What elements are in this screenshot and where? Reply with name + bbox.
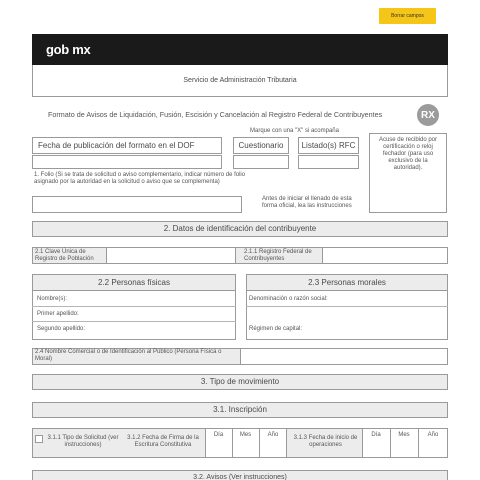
section2-title-text: 2. Datos de identificación del contribuyente — [163, 224, 317, 233]
dof-label-box — [32, 137, 222, 154]
firma-anio-label: Año — [267, 432, 279, 438]
curp-label: 2.1 Clave Única de Registro de Población — [35, 249, 94, 262]
divider — [246, 306, 448, 307]
cuestionario-label: Cuestionario — [238, 140, 284, 150]
avisos-title-text: 3.2. Avisos (Ver instrucciones) — [193, 474, 287, 480]
comercial-input[interactable] — [240, 348, 448, 365]
clear-fields-button[interactable]: Borrar campos — [379, 8, 436, 24]
agency-banner — [32, 65, 448, 97]
inicio-anio-label: Año — [427, 432, 439, 438]
fisicas-title — [32, 274, 236, 291]
tipo-solicitud-label: 3.1.1 Tipo de Solicitud (ver instrucciones) — [47, 435, 119, 448]
folio-input[interactable] — [32, 196, 242, 213]
morales-title-text: 2.3 Personas morales — [308, 277, 386, 287]
listados-label: Listado(s) RFC — [301, 140, 356, 150]
folio-label: 1. Folio (Si se trata de solicitud o aviso complementario, indicar número de folio asignado por la autoridad en la solicitud o aviso que se complementa) — [34, 172, 246, 185]
primer-apellido-label: Primer apellido: — [37, 311, 79, 317]
listados-box — [298, 137, 359, 154]
divider — [32, 321, 236, 322]
listados-check[interactable] — [298, 155, 359, 169]
mark-note: Marque con una "X" si acompaña — [250, 128, 339, 134]
morales-title — [246, 274, 448, 291]
rfc-label: 2.1.1 Registro Federal de Contribuyentes — [244, 249, 312, 262]
cuestionario-box — [233, 137, 289, 154]
tipo-solicitud-checkbox[interactable] — [35, 435, 43, 443]
inicio-mes-label: Mes — [398, 432, 410, 438]
form-title: Formato de Avisos de Liquidación, Fusión, Escisión y Cancelación al Registro Federal de Contribuyentes — [48, 110, 383, 119]
instructions-note: Antes de iniciar el llenado de esta forma oficial, lea las instrucciones — [262, 196, 352, 209]
header-bar — [32, 34, 448, 65]
section2-title — [32, 221, 448, 237]
agency-name: Servicio de Administración Tributaria — [183, 76, 297, 84]
firma-mes-label: Mes — [239, 432, 252, 438]
inscripcion-title-text: 3.1. Inscripción — [213, 405, 267, 414]
dof-date-input[interactable] — [32, 155, 222, 169]
rx-badge: RX — [417, 104, 439, 126]
dof-label: Fecha de publicación del formato en el DOF — [38, 141, 195, 150]
section3-title — [32, 374, 448, 390]
firma-label: 3.1.2 Fecha de Firma de la Escritura Constitutiva — [127, 435, 199, 448]
denominacion-label: Denominación o razón social: — [249, 296, 328, 302]
inscripcion-title — [32, 402, 448, 418]
avisos-title — [32, 470, 448, 480]
curp-input[interactable] — [106, 247, 236, 264]
firma-dia-label: Día — [213, 432, 224, 438]
cuestionario-check[interactable] — [233, 155, 289, 169]
regimen-label: Régimen de capital: — [249, 326, 303, 332]
divider — [32, 306, 236, 307]
inicio-dia-label: Día — [371, 432, 381, 438]
segundo-apellido-label: Segundo apellido: — [37, 326, 86, 332]
acuse-label: Acuse de recibido por certificación o reloj fechador (para uso exclusivo de la autoridad). — [378, 137, 438, 171]
comercial-label: 2.4 Nombre Comercial o de Identificación al Público (Persona Física o Moral) — [35, 349, 222, 362]
section3-title-text: 3. Tipo de movimiento — [200, 377, 280, 386]
rfc-input[interactable] — [322, 247, 448, 264]
inicio-label: 3.1.3 Fecha de inicio de operaciones — [293, 435, 358, 448]
gobmx-logo: gob mx — [46, 42, 91, 57]
fisicas-title-text: 2.2 Personas físicas — [97, 277, 171, 287]
acuse-box — [369, 133, 447, 213]
nombre-label: Nombre(s): — [37, 296, 68, 302]
